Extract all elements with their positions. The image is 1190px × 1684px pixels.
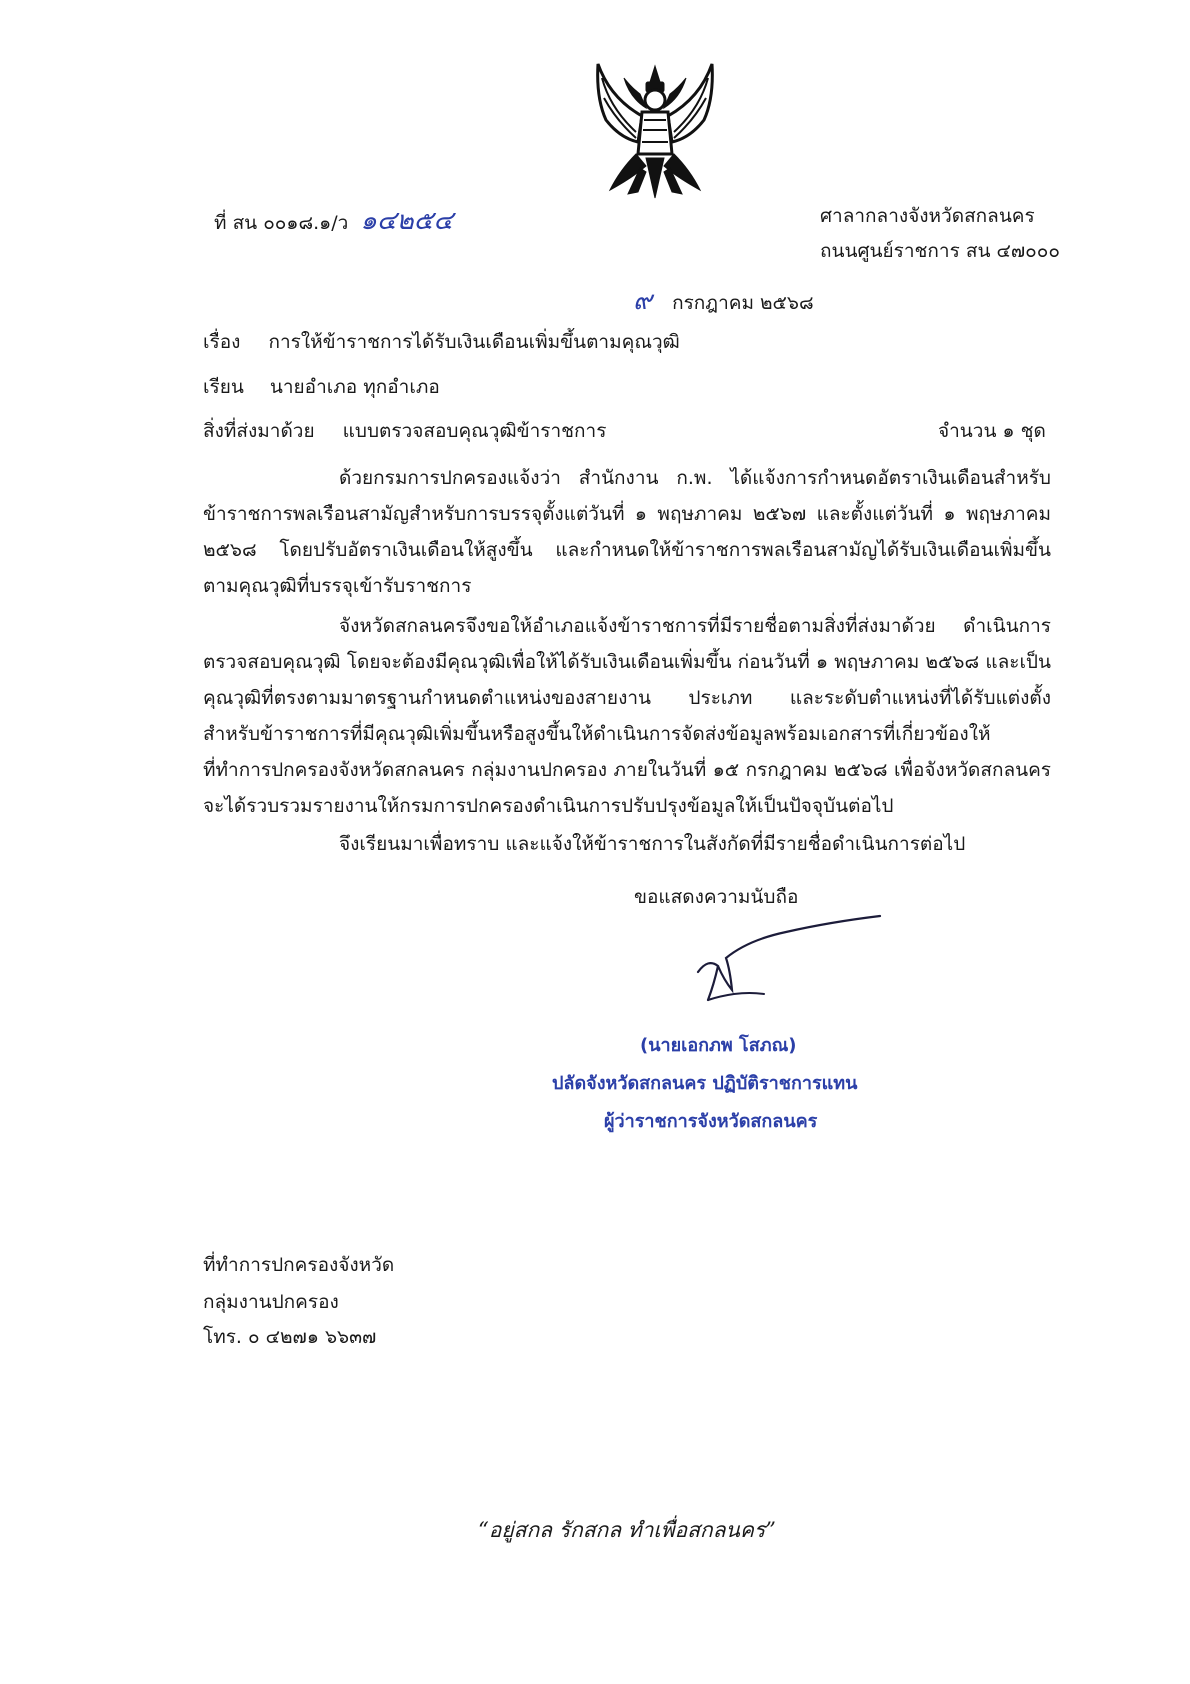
footer-phone: โทร. ๐ ๔๒๗๑ ๖๖๓๗ bbox=[203, 1326, 377, 1348]
body-paragraph-2: จังหวัดสกลนครจึงขอให้อำเภอแจ้งข้าราชการที่มีรายชื่อตามสิ่งที่ส่งมาด้วย ดำเนินการตรวจสอบคุณวุฒิ โดยจะต้องมีคุณวุฒิเพื่อให้ได้รับเงินเดือนเพิ่มขึ้น ก่อนวันที่ ๑ พฤษภาคม ๒๕๖๘ และเป็นคุณวุฒิที่ตรงตามมาตรฐานกำหนดตำแหน่งของสายงาน ประเภท และระดับตำแหน่งที่ได้รับแต่งตั้ง สำหรับข้าราชการที่มีคุณวุฒิเพิ่มขึ้นหรือสูงขึ้นให้ดำเนินการจัดส่งข้อมูลพร้อมเอกสารที่เกี่ยวข้องให้ที่ทำการปกครองจังหวัดสกลนคร กลุ่มงานปกครอง ภายในวันที่ ๑๕ กรกฎาคม ๒๕๖๘ เพื่อจังหวัดสกลนครจะได้รวบรวมรายงานให้กรมการปกครองดำเนินการปรับปรุงข้อมูลให้เป็นปัจจุบันต่อไป bbox=[203, 615, 1051, 817]
footer-division: กลุ่มงานปกครอง bbox=[203, 1291, 339, 1313]
reference-number bbox=[214, 200, 453, 241]
signatory-title-2: ผู้ว่าราชการจังหวัดสกลนคร bbox=[604, 1111, 818, 1132]
enclosure-text: แบบตรวจสอบคุณวุฒิข้าราชการ bbox=[342, 420, 607, 442]
date-month-year: กรกฎาคม ๒๕๖๘ bbox=[672, 292, 814, 314]
recipient-label: เรียน bbox=[203, 376, 244, 398]
footer-office: ที่ทำการปกครองจังหวัด bbox=[203, 1254, 395, 1276]
subject-line bbox=[203, 327, 680, 357]
enclosure-line bbox=[203, 416, 606, 446]
recipient-line bbox=[203, 372, 440, 402]
handwritten-signature bbox=[690, 910, 890, 1020]
enclosure-quantity: จำนวน ๑ ชุด bbox=[938, 420, 1046, 442]
subject-label: เรื่อง bbox=[203, 331, 241, 353]
motto: “อยู่สกล รักสกล ทำเพื่อสกลนคร” bbox=[478, 1518, 776, 1542]
letter-date bbox=[633, 280, 814, 321]
office-address: ถนนศูนย์ราชการ สน ๔๗๐๐๐ bbox=[820, 240, 1060, 262]
recipient-text: นายอำเภอ ทุกอำเภอ bbox=[269, 376, 440, 398]
garuda-emblem-icon bbox=[580, 58, 730, 208]
signatory-title-1: ปลัดจังหวัดสกลนคร ปฏิบัติราชการแทน bbox=[552, 1073, 858, 1094]
reference-printed: ที่ สน ๐๐๑๘.๑/ว bbox=[214, 212, 349, 234]
office-name: ศาลากลางจังหวัดสกลนคร bbox=[820, 205, 1035, 227]
body-paragraph-1: ด้วยกรมการปกครองแจ้งว่า สำนักงาน ก.พ. ได้แจ้งการกำหนดอัตราเงินเดือนสำหรับข้าราชการพลเรือนสามัญสำหรับการบรรจุตั้งแต่วันที่ ๑ พฤษภาคม ๒๕๖๗ และตั้งแต่วันที่ ๑ พฤษภาคม ๒๕๖๘ โดยปรับอัตราเงินเดือนให้สูงขึ้น และกำหนดให้ข้าราชการพลเรือนสามัญได้รับเงินเดือนเพิ่มขึ้นตามคุณวุฒิที่บรรจุเข้ารับราชการ bbox=[203, 467, 1051, 597]
enclosure-label: สิ่งที่ส่งมาด้วย bbox=[203, 420, 315, 442]
signatory-name: (นายเอกภพ โสภณ) bbox=[640, 1035, 797, 1056]
reference-handwritten: ๑๔๒๕๔ bbox=[360, 206, 454, 236]
subject-text: การให้ข้าราชการได้รับเงินเดือนเพิ่มขึ้นตามคุณวุฒิ bbox=[268, 331, 680, 353]
date-day-handwritten: ๙ bbox=[633, 286, 653, 316]
closing: ขอแสดงความนับถือ bbox=[634, 886, 799, 908]
body-paragraph-3: จึงเรียนมาเพื่อทราบ และแจ้งให้ข้าราชการในสังกัดที่มีรายชื่อดำเนินการต่อไป bbox=[339, 833, 966, 855]
